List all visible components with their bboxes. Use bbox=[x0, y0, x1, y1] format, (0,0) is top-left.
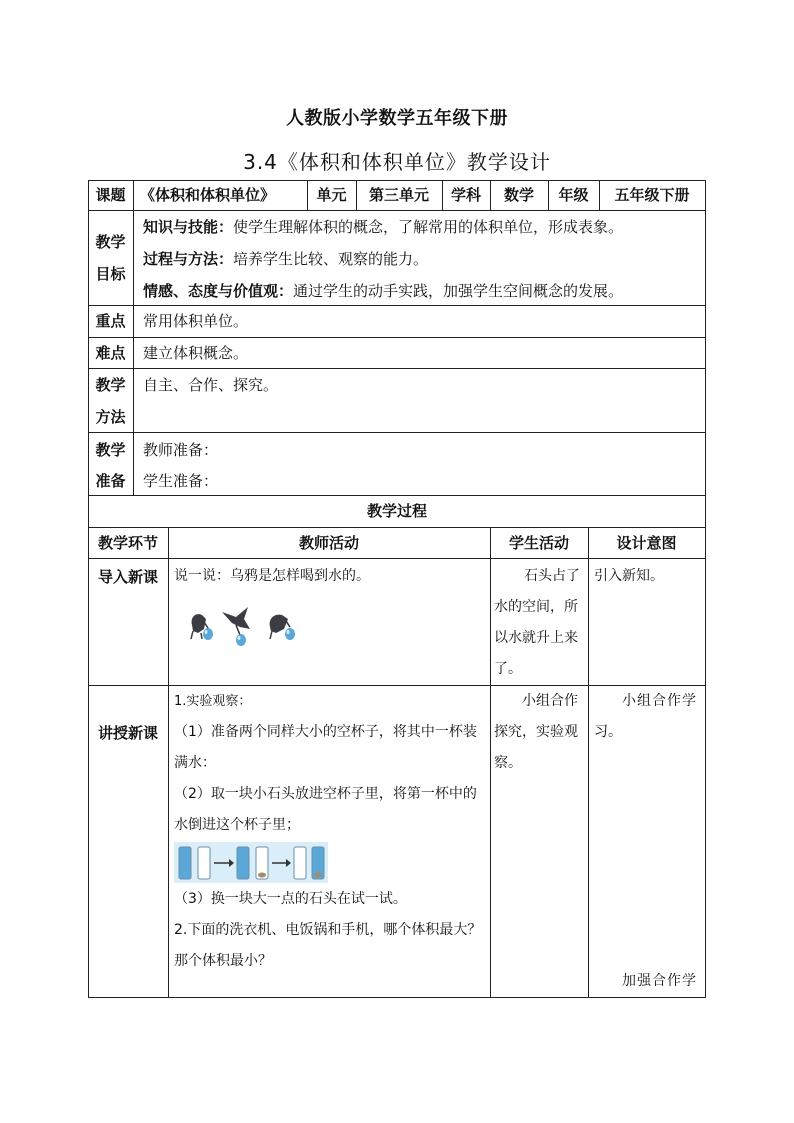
lecture-intent-line: 习。 bbox=[594, 724, 622, 740]
table-line bbox=[88, 210, 706, 211]
empty-cup-icon bbox=[198, 847, 210, 879]
goal-process: 过程与方法：培养学生比较、观察的能力。 bbox=[143, 250, 429, 268]
column-intent: 设计意图 bbox=[616, 534, 677, 552]
lecture-teacher-line: （2）取一块小石头放进空杯子里，将第一杯中的 bbox=[174, 786, 477, 802]
water-drop-icon bbox=[285, 628, 295, 640]
intro-student-line: 水的空间，所 bbox=[494, 599, 578, 615]
goals-label: 教学 bbox=[95, 233, 126, 251]
lecture-teacher-line: （1）准备两个同样大小的空杯子，将其中一杯装 bbox=[174, 724, 477, 740]
crow-icon bbox=[222, 607, 250, 635]
key-point-value: 常用体积单位。 bbox=[143, 312, 249, 330]
grade-label: 年级 bbox=[558, 186, 589, 204]
goal-attitude: 情感、态度与价值观：通过学生的动手实践，加强学生空间概念的发展。 bbox=[143, 282, 624, 300]
unit-value: 第三单元 bbox=[368, 186, 429, 204]
method-label: 教学 bbox=[95, 376, 126, 394]
lecture-teacher-line: 满水： bbox=[174, 755, 216, 771]
water-drop-icon bbox=[203, 628, 213, 640]
intro-student-line: 了。 bbox=[494, 661, 522, 677]
column-teacher: 教师活动 bbox=[298, 534, 359, 552]
lecture-intent-line: 小组合作学 bbox=[622, 693, 697, 709]
table-line bbox=[88, 180, 706, 181]
difficulty-value: 建立体积概念。 bbox=[143, 344, 249, 362]
lesson-plan-table bbox=[88, 180, 706, 998]
lecture-teacher-line: （3）换一块大一点的石头在试一试。 bbox=[174, 891, 407, 907]
cup-with-stone-icon bbox=[312, 847, 324, 879]
method-label: 方法 bbox=[95, 408, 126, 426]
table-line bbox=[88, 558, 706, 559]
table-line bbox=[490, 527, 491, 998]
goals-label: 目标 bbox=[95, 265, 126, 283]
full-cup-icon bbox=[237, 847, 249, 879]
empty-cup-icon bbox=[294, 847, 306, 879]
key-point-label: 重点 bbox=[95, 312, 126, 330]
topic-label: 课题 bbox=[95, 186, 126, 204]
lecture-teacher-line: 水倒进这个杯子里； bbox=[174, 817, 300, 833]
unit-label: 单元 bbox=[316, 186, 347, 204]
cup-experiment-illustration bbox=[174, 842, 328, 883]
grade-value: 五年级下册 bbox=[614, 186, 690, 204]
document-subtitle: 3.4《体积和体积单位》教学设计 bbox=[243, 150, 551, 174]
table-line bbox=[168, 527, 169, 998]
table-line bbox=[88, 527, 706, 528]
teacher-preparation: 教师准备： bbox=[143, 441, 219, 459]
lecture-student-line: 察。 bbox=[494, 755, 522, 771]
water-drop-icon bbox=[236, 634, 246, 646]
table-line bbox=[88, 368, 706, 369]
lecture-student-line: 探究，实验观 bbox=[494, 724, 578, 740]
student-preparation: 学生准备： bbox=[143, 472, 219, 490]
lecture-teacher-line: 1.实验观察： bbox=[174, 694, 252, 709]
table-line bbox=[88, 180, 89, 998]
table-line bbox=[133, 180, 134, 495]
cup-with-stone-icon bbox=[256, 847, 268, 879]
lecture-intent-bottom: 加强合作学 bbox=[622, 973, 697, 989]
subject-value: 数学 bbox=[503, 186, 534, 204]
preparation-label: 教学 bbox=[95, 441, 126, 459]
full-cup-icon bbox=[179, 847, 191, 879]
table-line bbox=[88, 305, 706, 306]
subject-label: 学科 bbox=[450, 186, 481, 204]
preparation-label: 准备 bbox=[95, 472, 126, 490]
lecture-teacher-line: 那个体积最小？ bbox=[174, 953, 272, 969]
intro-teacher-text: 说一说：乌鸦是怎样喝到水的。 bbox=[174, 568, 370, 584]
difficulty-label: 难点 bbox=[95, 344, 126, 362]
topic-value: 《体积和体积单位》 bbox=[140, 186, 276, 204]
table-line bbox=[588, 527, 589, 998]
document-title: 人教版小学数学五年级下册 bbox=[286, 108, 508, 129]
table-line bbox=[88, 432, 706, 433]
intro-student-line: 以水就升上来 bbox=[494, 630, 578, 646]
lecture-teacher-line: 2.下面的洗衣机、电饭锅和手机，哪个体积最大？ bbox=[174, 922, 482, 938]
column-student: 学生活动 bbox=[508, 534, 569, 552]
table-line bbox=[88, 495, 706, 496]
lecture-stage: 讲授新课 bbox=[97, 724, 158, 742]
table-line bbox=[705, 180, 706, 998]
goal-knowledge: 知识与技能：使学生理解体积的概念，了解常用的体积单位，形成表象。 bbox=[143, 218, 624, 236]
lecture-student-line: 小组合作 bbox=[522, 693, 578, 709]
intro-stage: 导入新课 bbox=[97, 568, 158, 586]
intro-intent: 引入新知。 bbox=[594, 568, 664, 584]
process-title: 教学过程 bbox=[366, 502, 427, 520]
intro-student-line: 石头占了 bbox=[524, 568, 580, 584]
crow-drinking-illustration bbox=[186, 603, 302, 649]
table-line bbox=[88, 997, 706, 998]
table-line bbox=[88, 337, 706, 338]
column-stage: 教学环节 bbox=[97, 534, 158, 552]
method-value: 自主、合作、探究。 bbox=[143, 376, 279, 394]
